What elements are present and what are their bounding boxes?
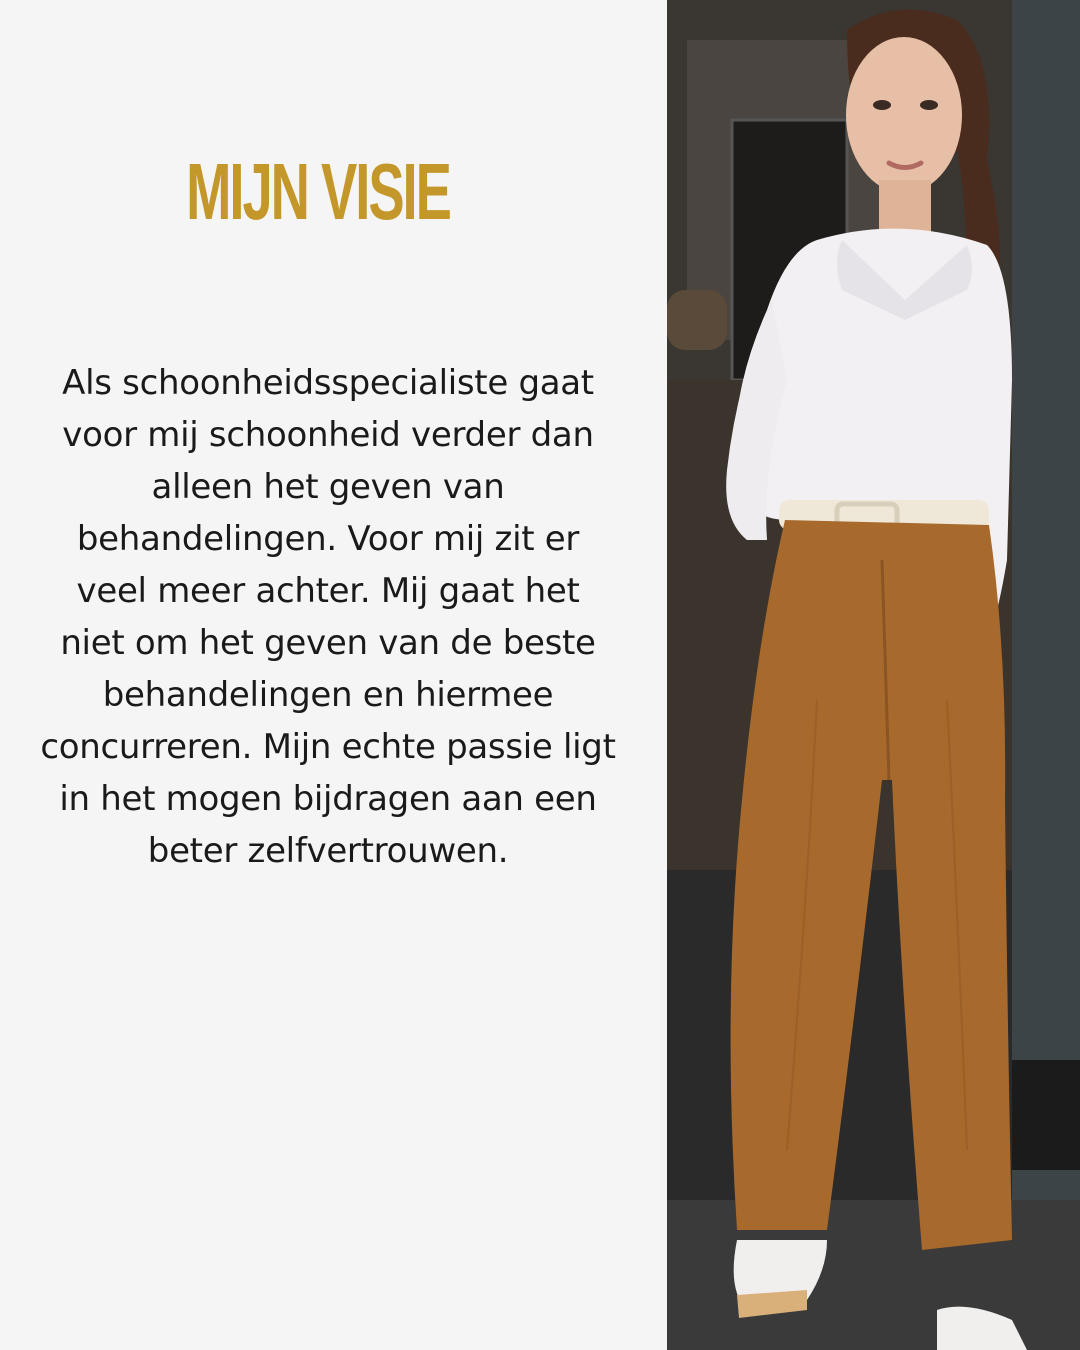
vision-paragraph: Als schoonheidsspecialiste gaat voor mij schoonheid verder dan alleen het geven van behandelingen. Voor mij zit er veel meer achter. Mij gaat het niet om het geven van de beste behandelingen en hiermee concurreren. Mijn echte passie ligt in het mogen bijdragen aan een beter zelfvertrouwen. [40, 363, 616, 871]
page-title: MIJN VISIE [186, 147, 450, 236]
portrait-photo [667, 0, 1080, 1350]
